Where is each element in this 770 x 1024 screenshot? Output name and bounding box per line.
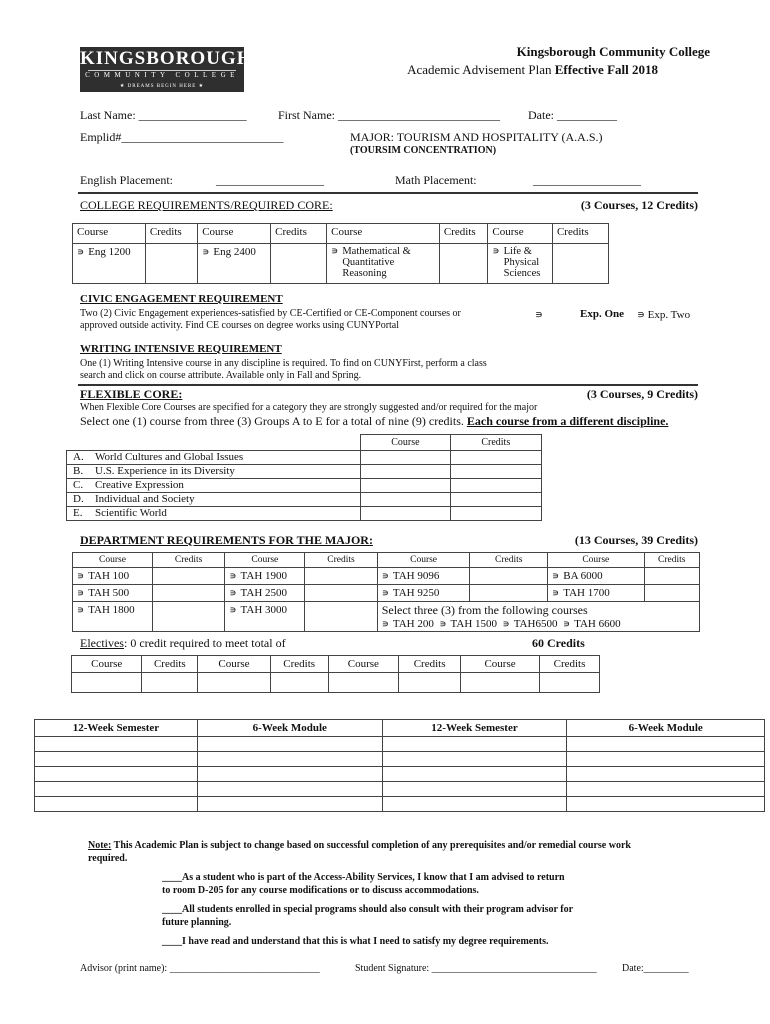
select-three-label: Select three (3) from the following courses [381,603,588,617]
english-placement-field[interactable]: __________________ [216,173,324,187]
elective-credit-cell[interactable] [270,673,328,693]
flexible-table: Course Credits A. World Cultures and Global Issues B. U.S. Experience in its Diversity C. Creative Expression D. Individual and Society E. Scientific World [66,434,542,521]
plan-cell[interactable] [382,782,567,797]
dept-table: Course Credits Course Credits Course Credits Course Credits ∍ TAH 100 ∍ TAH 1900 ∍ TAH 9096 ∍ BA 6000 ∍ TAH 500 ∍ TAH 2500 ∍ TAH 9250 ∍ TAH 1700 ∍ TAH 1800 ∍ TAH 3000 Select three (3) from the following courses ∍ TAH 200 ∍ TAH 1500 ∍ TAH6500 ∍ TAH 6600 [72,552,700,632]
plan-cell[interactable] [567,752,765,767]
flex-group-c: C. Creative Expression [67,479,361,493]
special-programs-ack-2: future planning. [162,917,232,928]
elective-course-cell[interactable] [328,673,398,693]
semester-table [34,719,765,812]
logo-name: KINGSBOROUGH [80,48,253,69]
plan-cell[interactable] [567,797,765,812]
logo-tagline: ★ DREAMS BEGIN HERE ★ [119,84,205,89]
elective-course-cell[interactable] [72,673,142,693]
credit-cell[interactable] [439,244,488,284]
flex-course-cell[interactable] [361,493,450,507]
core-summary: (3 Courses, 12 Credits) [580,198,698,212]
electives-label: Electives: 0 credit required to meet total of [80,636,286,650]
plan-cell[interactable] [567,782,765,797]
electives-total: 60 Credits [532,636,585,650]
exp-one-checkbox[interactable]: ∍ [535,309,543,321]
credit-cell[interactable] [644,568,699,585]
flex-credit-cell[interactable] [450,465,541,479]
semester-header: 12-Week Semester [382,720,567,737]
writing-title: WRITING INTENSIVE REQUIREMENT [80,343,282,355]
flex-group-d: D. Individual and Society [67,493,361,507]
plan-cell[interactable] [197,782,382,797]
credit-cell[interactable] [305,585,377,602]
flex-credit-cell[interactable] [450,451,541,465]
core-course-eng2400: ∍ Eng 2400 [198,244,271,284]
special-programs-ack[interactable]: ____All students enrolled in special programs should also consult with their program advisor for [162,904,574,915]
flex-credit-cell[interactable] [450,507,541,521]
civic-text-1: Two (2) Civic Engagement experiences-satisfied by CE-Certified or CE-Component courses or [80,308,461,319]
plan-cell[interactable] [382,737,567,752]
access-ability-ack-2: to room D-205 for any course modifications or to discuss accommodations. [162,885,479,896]
flexible-title: FLEXIBLE CORE: [80,387,183,401]
dept-course: ∍ BA 6000 [548,568,644,585]
advisor-name-field[interactable]: Advisor (print name): ______________________________ [80,963,320,974]
first-name-field[interactable]: First Name: ___________________________ [278,108,500,122]
exp-one-label: Exp. One [580,308,625,320]
core-course-eng1200: ∍ Eng 1200 [73,244,146,284]
flex-course-cell[interactable] [361,451,450,465]
flex-credit-cell[interactable] [450,479,541,493]
civic-title: CIVIC ENGAGEMENT REQUIREMENT [80,293,283,305]
plan-cell[interactable] [35,737,198,752]
credit-cell[interactable] [152,602,224,632]
plan-cell[interactable] [197,767,382,782]
plan-cell[interactable] [382,752,567,767]
college-title: Kingsborough Community College [516,44,710,59]
concentration: (TOURSIM CONCENTRATION) [350,145,497,156]
flex-course-cell[interactable] [361,465,450,479]
flex-group-a: A. World Cultures and Global Issues [67,451,361,465]
dept-course: ∍ TAH 9250 [377,585,470,602]
major-title: MAJOR: TOURISM AND HOSPITALITY (A.A.S.) [350,130,603,144]
college-logo [80,47,253,92]
dept-course: ∍ TAH 500 [73,585,153,602]
dept-course: ∍ TAH 9096 [377,568,470,585]
plan-cell[interactable] [35,752,198,767]
dept-course: ∍ TAH 1800 [73,602,153,632]
elective-course-cell[interactable] [461,673,540,693]
credit-cell[interactable] [552,244,608,284]
electives-table: Course Credits Course Credits Course Credits Course Credits [71,655,600,693]
elective-credit-cell[interactable] [540,673,600,693]
plan-cell[interactable] [382,797,567,812]
math-placement-field[interactable]: __________________ [533,173,641,187]
read-understand-ack[interactable]: ____I have read and understand that this is what I need to satisfy my degree requirements. [162,936,549,947]
dept-summary: (13 Courses, 39 Credits) [574,533,698,547]
credit-cell[interactable] [271,244,327,284]
exp-two[interactable]: ∍ Exp. Two [637,309,691,321]
dept-course: ∍ TAH 1900 [225,568,305,585]
core-course-math: ∍ Mathematical & Quantitative Reasoning [327,244,440,284]
signature-date-field[interactable]: Date:_________ [622,963,689,974]
note-text-2: required. [88,853,128,864]
select-three-cell [377,602,699,632]
elective-course-cell[interactable] [198,673,271,693]
dept-title: DEPARTMENT REQUIREMENTS FOR THE MAJOR: [80,533,373,547]
plan-title: Academic Advisement Plan Effective Fall 2018 [407,62,658,77]
note-text: Note: This Academic Plan is subject to change based on successful completion of any prerequisites and/or remedial course work [88,840,631,851]
credit-cell[interactable] [305,568,377,585]
credit-cell[interactable] [152,585,224,602]
elective-credit-cell[interactable] [142,673,198,693]
credit-cell[interactable] [470,568,548,585]
flex-course-cell[interactable] [361,479,450,493]
credit-cell[interactable] [145,244,197,284]
plan-cell[interactable] [35,782,198,797]
plan-cell[interactable] [35,797,198,812]
last-name-field[interactable]: Last Name: __________________ [80,108,247,122]
semester-header: 6-Week Module [197,720,382,737]
logo-subtitle: COMMUNITY COLLEGE [85,71,239,79]
semester-header: 6-Week Module [567,720,765,737]
credit-cell[interactable] [305,602,377,632]
writing-text-1: One (1) Writing Intensive course in any discipline is required. To find on CUNYFirst, perform a class [80,358,487,369]
core-course-science: ∍ Life & Physical Sciences [488,244,553,284]
credit-cell[interactable] [152,568,224,585]
dept-course: ∍ TAH 2500 [225,585,305,602]
math-placement-label: Math Placement: [395,173,477,187]
dept-course: ∍ TAH 1700 [548,585,644,602]
flex-credit-cell[interactable] [450,493,541,507]
emplid-field[interactable]: Emplid#___________________________ [80,130,284,144]
access-ability-ack[interactable]: ____As a student who is part of the Access-Ability Services, I know that I am advised to return [162,872,565,883]
plan-cell[interactable] [197,752,382,767]
core-title: COLLEGE REQUIREMENTS/REQUIRED CORE: [80,198,333,212]
semester-header: 12-Week Semester [35,720,198,737]
flexible-select: Select one (1) course from three (3) Groups A to E for a total of nine (9) credits. Each course from a different discipline. [80,414,669,428]
date-field[interactable]: Date: __________ [528,108,617,122]
flex-course-cell[interactable] [361,507,450,521]
flex-group-b: B. U.S. Experience in its Diversity [67,465,361,479]
flexible-note: When Flexible Core Courses are specified for a category they are strongly suggested and/or required for the major [80,402,538,413]
writing-text-2: search and click on course attribute. Available only in Fall and Spring. [80,370,362,381]
select-three-options: ∍ TAH 200 ∍ TAH 1500 ∍ TAH6500 ∍ TAH 6600 [381,618,621,630]
civic-text-2: approved outside activity. Find CE courses on degree works using CUNYPortal [80,320,400,331]
plan-cell[interactable] [382,767,567,782]
plan-cell[interactable] [35,767,198,782]
plan-cell[interactable] [197,737,382,752]
flex-group-e: E. Scientific World [67,507,361,521]
dept-course: ∍ TAH 100 [73,568,153,585]
elective-credit-cell[interactable] [399,673,461,693]
dept-course: ∍ TAH 3000 [225,602,305,632]
plan-cell[interactable] [567,767,765,782]
flexible-summary: (3 Courses, 9 Credits) [586,387,698,401]
core-table: Course Credits Course Credits Course Credits Course Credits ∍ Eng 1200 ∍ Eng 2400 ∍ Mathematical & Quantitative Reasoning ∍ Life & Physical Sciences [72,223,609,284]
english-placement-label: English Placement: [80,173,173,187]
credit-cell[interactable] [470,585,548,602]
plan-cell[interactable] [197,797,382,812]
credit-cell[interactable] [644,585,699,602]
plan-cell[interactable] [567,737,765,752]
student-signature-field[interactable]: Student Signature: _________________________________ [355,963,597,974]
